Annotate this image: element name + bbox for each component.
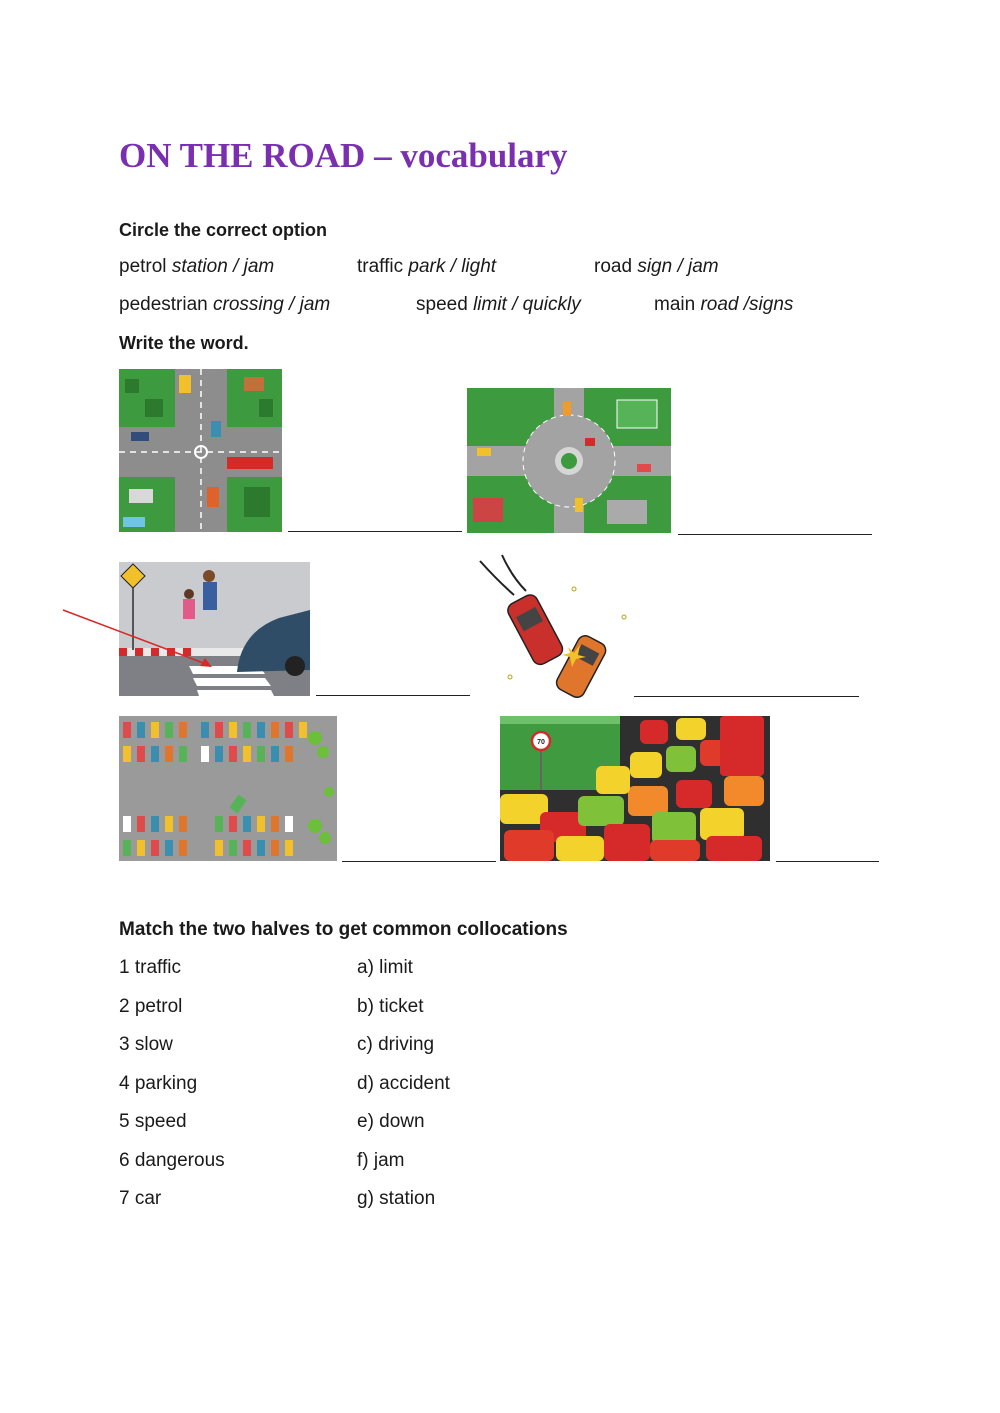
circle-item-4[interactable]	[119, 294, 330, 316]
circle-heading: Circle the correct option	[119, 220, 328, 240]
circle-item-word: main	[654, 294, 696, 315]
circle-item-options[interactable]: limit / quickly	[473, 294, 581, 315]
circle-item-word: speed	[416, 294, 468, 315]
answer-line-2[interactable]	[678, 534, 872, 535]
page-title: ON THE ROAD – vocabulary	[119, 136, 568, 175]
circle-item-5[interactable]	[416, 294, 581, 316]
circle-item-options[interactable]: crossing / jam	[213, 294, 331, 315]
answer-line-5[interactable]	[342, 861, 496, 862]
roundabout-image	[467, 388, 671, 533]
circle-item-options[interactable]: road /signs	[700, 294, 794, 315]
match-right-item[interactable]: g) station	[357, 1188, 436, 1209]
match-left-item[interactable]: 3 slow	[119, 1034, 173, 1055]
match-left-item[interactable]: 2 petrol	[119, 996, 183, 1017]
traffic-jam-image	[500, 716, 770, 861]
circle-item-2[interactable]	[357, 256, 496, 278]
crossroads-image	[119, 369, 282, 532]
red-arrow-icon	[60, 606, 220, 672]
circle-item-6[interactable]	[654, 294, 793, 316]
answer-line-1[interactable]	[288, 531, 462, 532]
speed-limit-sign-text: 70	[537, 739, 545, 746]
match-right-item[interactable]: a) limit	[357, 957, 413, 978]
car-accident-image	[474, 551, 632, 698]
answer-line-3[interactable]	[316, 695, 470, 696]
circle-item-word: petrol	[119, 256, 167, 277]
match-heading: Match the two halves to get common collocations	[119, 919, 568, 940]
car-park-image	[119, 716, 337, 861]
circle-item-3[interactable]	[594, 256, 719, 278]
match-right-item[interactable]: f) jam	[357, 1150, 405, 1171]
answer-line-6[interactable]	[776, 861, 879, 862]
circle-item-options[interactable]: sign / jam	[637, 256, 719, 277]
match-left-item[interactable]: 6 dangerous	[119, 1150, 225, 1171]
match-right-item[interactable]: c) driving	[357, 1034, 435, 1055]
answer-line-4[interactable]	[634, 696, 859, 697]
match-left-item[interactable]: 1 traffic	[119, 957, 181, 978]
circle-item-options[interactable]: station / jam	[171, 256, 275, 277]
write-heading: Write the word.	[119, 333, 249, 353]
match-left-item[interactable]: 7 car	[119, 1188, 162, 1209]
circle-item-options[interactable]: park / light	[408, 256, 497, 277]
circle-item-1[interactable]	[119, 256, 274, 278]
circle-item-word: traffic	[357, 256, 404, 277]
match-left-item[interactable]: 4 parking	[119, 1073, 198, 1094]
circle-item-word: road	[594, 256, 633, 277]
circle-item-word: pedestrian	[119, 294, 208, 315]
match-right-item[interactable]: e) down	[357, 1111, 425, 1132]
match-right-item[interactable]: b) ticket	[357, 996, 424, 1017]
match-left-item[interactable]: 5 speed	[119, 1111, 187, 1132]
match-right-item[interactable]: d) accident	[357, 1073, 450, 1094]
